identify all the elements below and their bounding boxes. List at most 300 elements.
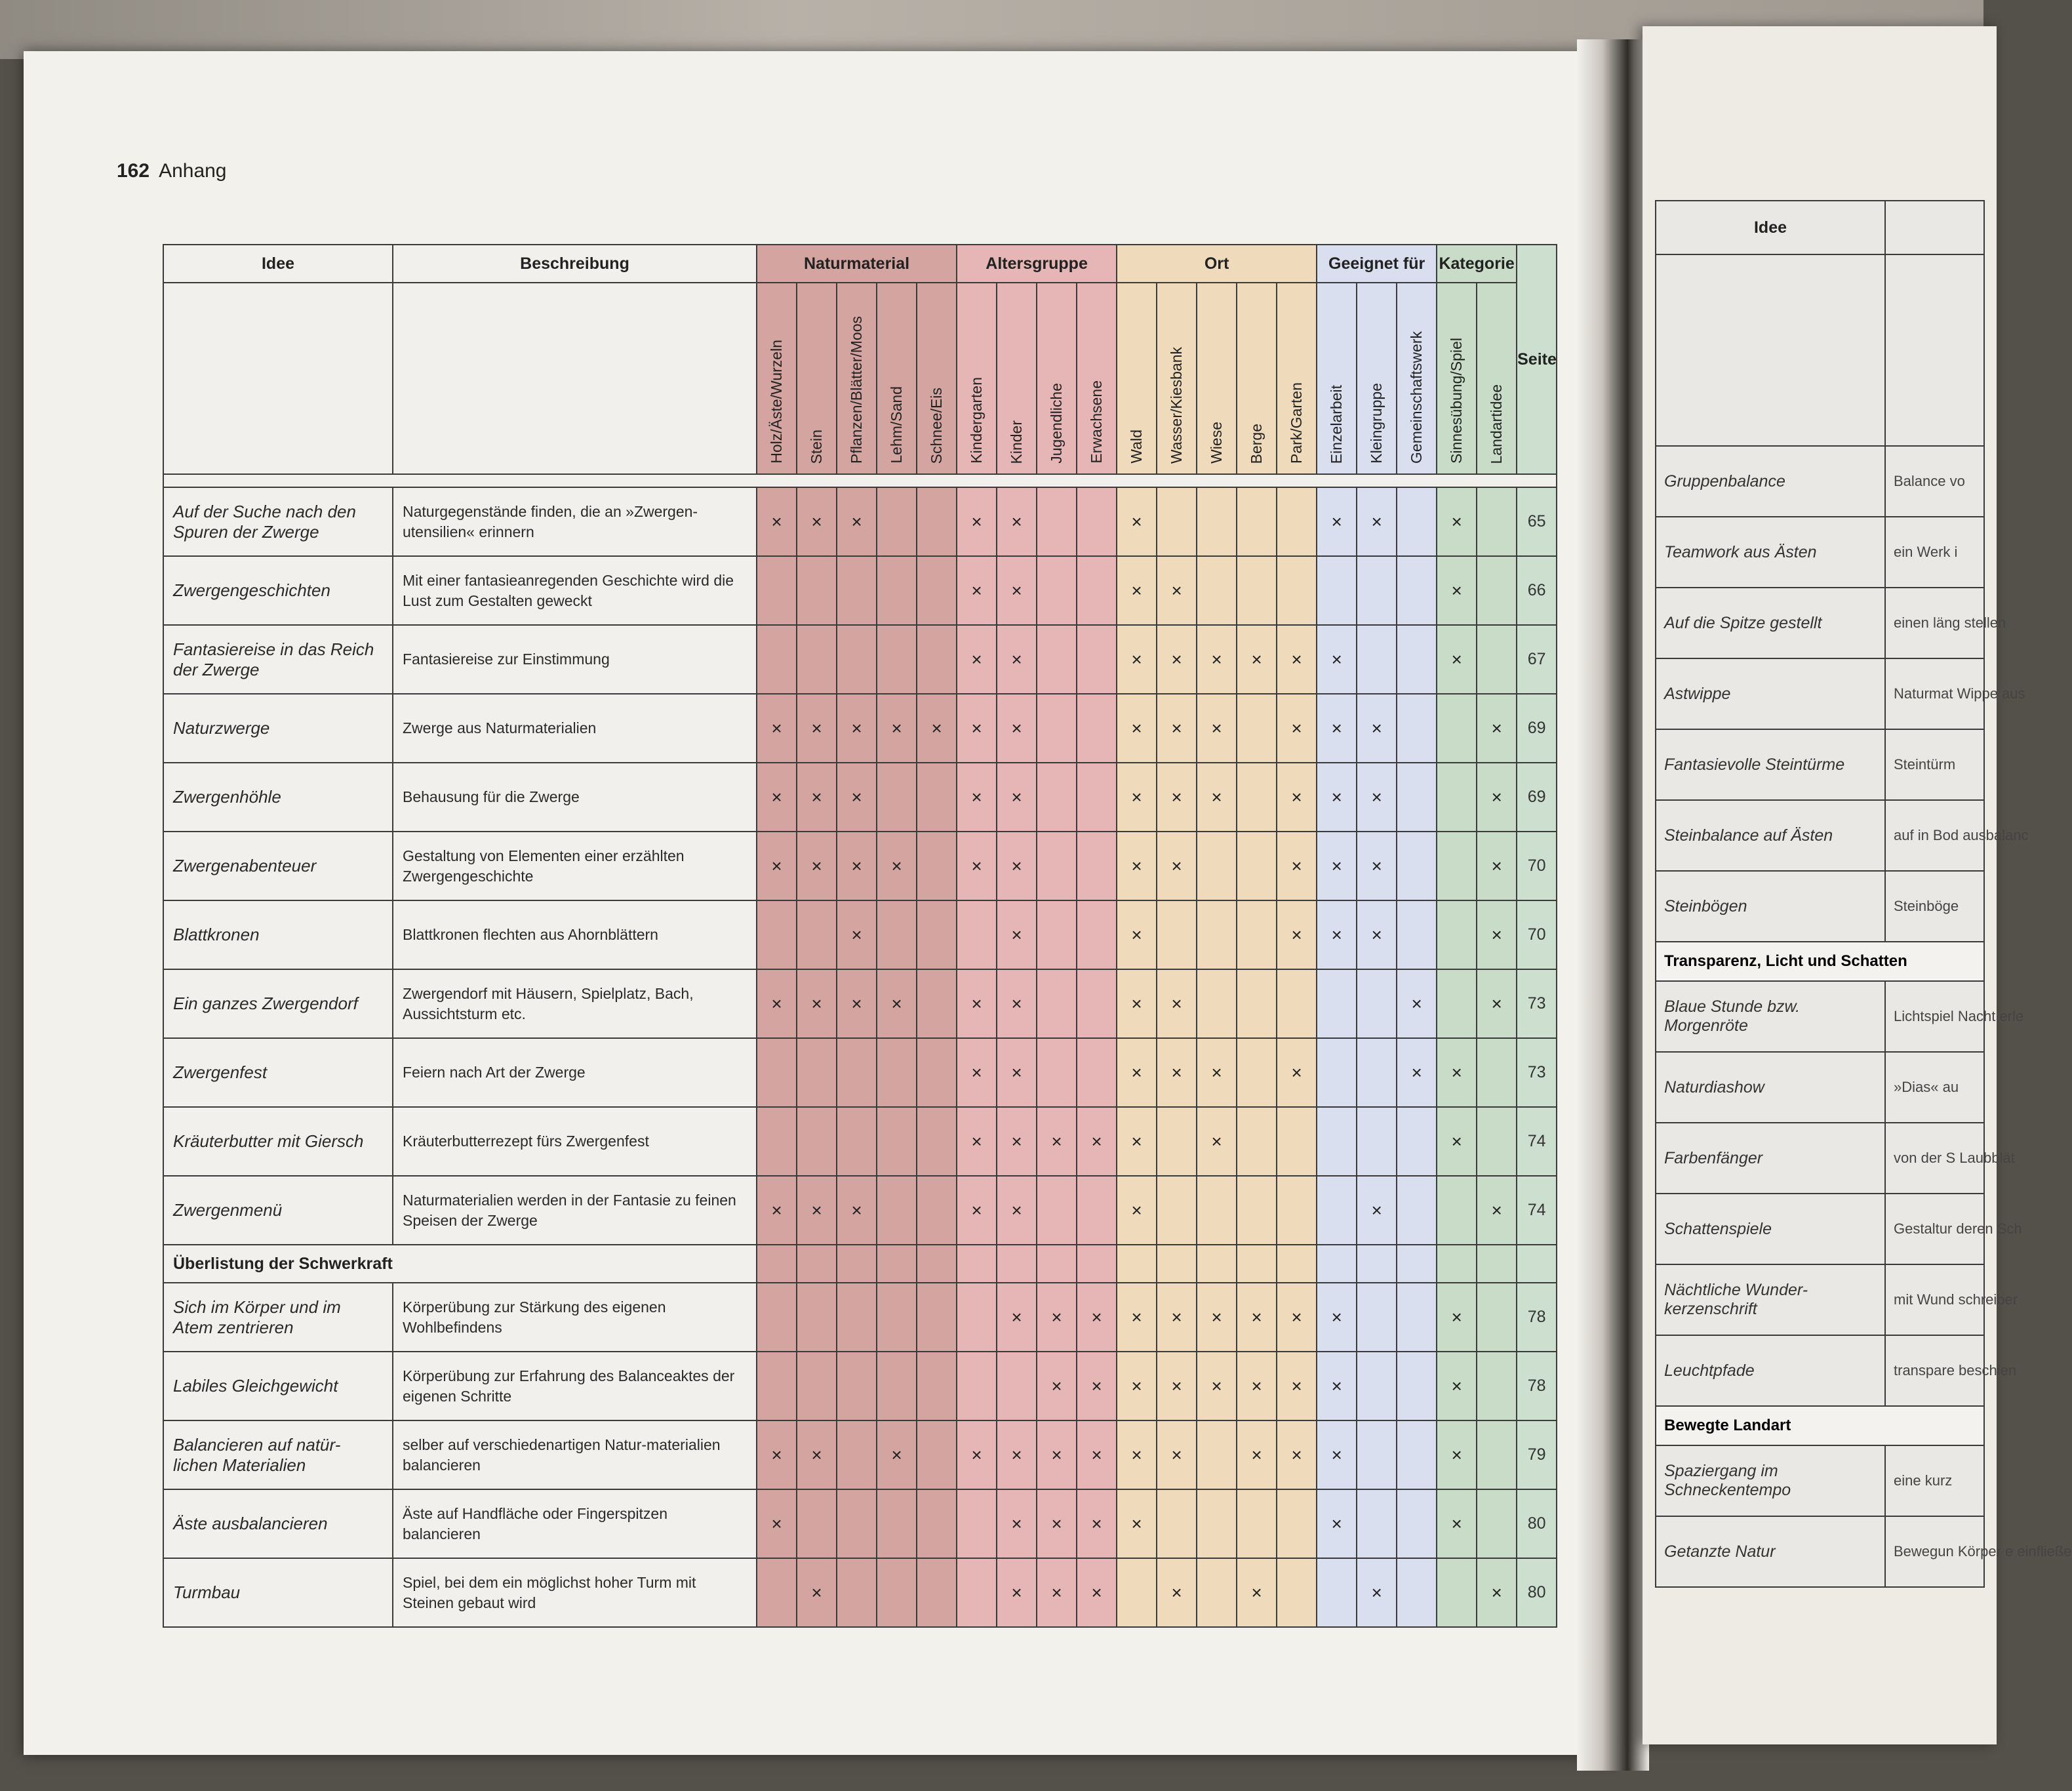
page-ref-cell: 80 xyxy=(1517,1558,1557,1627)
mark-cell: × xyxy=(1157,1352,1197,1420)
mark-cell: × xyxy=(1477,763,1517,832)
column-header xyxy=(1277,283,1317,474)
mark-cell: × xyxy=(1117,1352,1157,1420)
idea-cell: Labiles Gleichgewicht xyxy=(163,1352,393,1420)
mark-cell xyxy=(1437,1176,1477,1245)
section-fill-cell xyxy=(1197,1245,1237,1283)
mark-cell xyxy=(1077,487,1117,556)
mark-cell: × xyxy=(797,1420,837,1489)
mark-cell: × xyxy=(1317,625,1357,694)
mark-cell: × xyxy=(757,694,797,763)
mark-cell: × xyxy=(997,487,1037,556)
mark-cell: × xyxy=(757,832,797,900)
mark-cell xyxy=(1037,900,1077,969)
mark-cell xyxy=(1037,969,1077,1038)
side-table-row xyxy=(1656,1194,1984,1264)
mark-cell xyxy=(917,969,957,1038)
mark-cell xyxy=(1277,1558,1317,1627)
mark-cell: × xyxy=(1157,1420,1197,1489)
column-header-label: Jugendliche xyxy=(1048,383,1066,464)
mark-cell xyxy=(877,625,917,694)
mark-cell xyxy=(1157,1107,1197,1176)
mark-cell xyxy=(837,1558,877,1627)
side-section-heading: Transparenz, Licht und Schatten xyxy=(1656,942,1984,981)
mark-cell xyxy=(877,1107,917,1176)
mark-cell xyxy=(797,1038,837,1107)
section-fill-cell xyxy=(1077,1245,1117,1283)
mark-cell: × xyxy=(997,900,1037,969)
page-ref-cell: 78 xyxy=(1517,1352,1557,1420)
side-idea-cell: Naturdiashow xyxy=(1656,1052,1885,1123)
mark-cell: × xyxy=(1197,625,1237,694)
mark-cell xyxy=(1277,487,1317,556)
mark-cell: × xyxy=(1077,1107,1117,1176)
table-row xyxy=(163,1107,1557,1176)
mark-cell: × xyxy=(957,625,997,694)
description-cell: Äste auf Handfläche oder Fingerspitzen balancieren xyxy=(393,1489,757,1558)
mark-cell xyxy=(797,1489,837,1558)
mark-cell xyxy=(1157,1176,1197,1245)
mark-cell xyxy=(1317,1038,1357,1107)
mark-cell: × xyxy=(837,694,877,763)
mark-cell: × xyxy=(1037,1107,1077,1176)
mark-cell: × xyxy=(1157,1038,1197,1107)
mark-cell xyxy=(1477,1489,1517,1558)
mark-cell: × xyxy=(1477,1558,1517,1627)
mark-cell: × xyxy=(1477,832,1517,900)
mark-cell xyxy=(917,1352,957,1420)
page-number: 162 xyxy=(117,160,150,182)
column-header xyxy=(877,283,917,474)
mark-cell: × xyxy=(1397,969,1437,1038)
mark-cell: × xyxy=(1317,763,1357,832)
description-cell: Gestaltung von Elementen einer erzählten Zwergengeschichte xyxy=(393,832,757,900)
column-header xyxy=(1437,283,1477,474)
column-header xyxy=(1237,283,1277,474)
side-idea-cell: Farbenfänger xyxy=(1656,1123,1885,1194)
section-fill-cell xyxy=(1317,1245,1357,1283)
side-description-cell: eine kurz xyxy=(1885,1445,1984,1516)
mark-cell: × xyxy=(997,1558,1037,1627)
mark-cell: × xyxy=(1157,969,1197,1038)
page-ref-cell: 73 xyxy=(1517,969,1557,1038)
description-cell: Spiel, bei dem ein möglichst hoher Turm mit Steinen gebaut wird xyxy=(393,1558,757,1627)
section-fill-cell xyxy=(1277,1245,1317,1283)
mark-cell xyxy=(1237,763,1277,832)
side-idea-cell: Schattenspiele xyxy=(1656,1194,1885,1264)
mark-cell: × xyxy=(1077,1489,1117,1558)
side-description-cell: Steintürm xyxy=(1885,729,1984,800)
mark-cell: × xyxy=(1237,1352,1277,1420)
mark-cell: × xyxy=(1437,487,1477,556)
mark-cell xyxy=(1437,1558,1477,1627)
column-header-label: Kinder xyxy=(1008,420,1026,464)
mark-cell xyxy=(837,1107,877,1176)
mark-cell: × xyxy=(1437,556,1477,625)
column-header-label: Berge xyxy=(1248,423,1265,464)
mark-cell: × xyxy=(1437,1107,1477,1176)
mark-cell: × xyxy=(1197,1352,1237,1420)
mark-cell xyxy=(1077,694,1117,763)
mark-cell: × xyxy=(797,1176,837,1245)
description-cell: Körperübung zur Stärkung des eigenen Wohlbefindens xyxy=(393,1283,757,1352)
mark-cell xyxy=(1357,969,1397,1038)
side-table-row xyxy=(1656,1052,1984,1123)
mark-cell: × xyxy=(1157,625,1197,694)
mark-cell xyxy=(797,1352,837,1420)
side-description-cell: Steinböge xyxy=(1885,871,1984,942)
mark-cell xyxy=(1237,1038,1277,1107)
side-table-row xyxy=(1656,981,1984,1052)
mark-cell xyxy=(877,900,917,969)
mark-cell: × xyxy=(1117,1107,1157,1176)
column-header-label: Landartidee xyxy=(1488,384,1505,464)
column-header xyxy=(1117,283,1157,474)
column-header-label: Holz/Äste/Wurzeln xyxy=(768,340,785,464)
side-table-row xyxy=(1656,658,1984,729)
mark-cell: × xyxy=(1037,1283,1077,1352)
mark-cell xyxy=(1437,969,1477,1038)
description-cell: Kräuterbutterrezept fürs Zwergenfest xyxy=(393,1107,757,1176)
mark-cell xyxy=(1077,625,1117,694)
mark-cell: × xyxy=(837,763,877,832)
mark-cell xyxy=(1397,1489,1437,1558)
section-fill-cell xyxy=(1397,1245,1437,1283)
mark-cell xyxy=(757,1107,797,1176)
mark-cell xyxy=(917,900,957,969)
column-header-label: Sinnesübung/Spiel xyxy=(1448,338,1465,464)
next-page-table xyxy=(1655,200,2072,1588)
mark-cell: × xyxy=(797,487,837,556)
column-header xyxy=(1037,283,1077,474)
mark-cell xyxy=(877,556,917,625)
table-row xyxy=(163,1176,1557,1245)
column-header xyxy=(917,283,957,474)
idea-cell: Blattkronen xyxy=(163,900,393,969)
mark-cell xyxy=(1037,832,1077,900)
mark-cell: × xyxy=(957,556,997,625)
mark-cell xyxy=(757,900,797,969)
mark-cell xyxy=(1037,556,1077,625)
mark-cell xyxy=(917,625,957,694)
mark-cell: × xyxy=(1277,1352,1317,1420)
mark-cell: × xyxy=(1277,625,1317,694)
mark-cell xyxy=(1197,487,1237,556)
mark-cell xyxy=(1477,556,1517,625)
mark-cell xyxy=(1077,763,1117,832)
mark-cell xyxy=(1397,1420,1437,1489)
mark-cell xyxy=(957,1352,997,1420)
page-ref-cell: 74 xyxy=(1517,1176,1557,1245)
mark-cell: × xyxy=(1117,832,1157,900)
table-row xyxy=(163,625,1557,694)
mark-cell xyxy=(757,1283,797,1352)
mark-cell xyxy=(1197,1489,1237,1558)
mark-cell xyxy=(837,1420,877,1489)
mark-cell xyxy=(1397,1176,1437,1245)
side-idea-cell: Astwippe xyxy=(1656,658,1885,729)
side-description-cell: Gestaltur deren Sch xyxy=(1885,1194,1984,1264)
mark-cell xyxy=(1477,1283,1517,1352)
idea-cell: Auf der Suche nach den Spuren der Zwerge xyxy=(163,487,393,556)
mark-cell: × xyxy=(1117,487,1157,556)
mark-cell xyxy=(1037,625,1077,694)
blank-header-cell xyxy=(393,283,757,474)
mark-cell: × xyxy=(1237,625,1277,694)
section-fill-cell xyxy=(797,1245,837,1283)
section-fill-cell xyxy=(1037,1245,1077,1283)
mark-cell xyxy=(1477,487,1517,556)
mark-cell: × xyxy=(757,1489,797,1558)
mark-cell: × xyxy=(997,1107,1037,1176)
mark-cell: × xyxy=(1357,694,1397,763)
side-description-cell: »Dias« au xyxy=(1885,1052,1984,1123)
side-table-row xyxy=(1656,446,1984,517)
mark-cell: × xyxy=(1117,1489,1157,1558)
mark-cell: × xyxy=(1077,1352,1117,1420)
side-idea-cell: Fantasievolle Steintürme xyxy=(1656,729,1885,800)
column-header-label: Stein xyxy=(808,429,825,464)
idea-cell: Zwergengeschichten xyxy=(163,556,393,625)
side-table-row xyxy=(1656,1123,1984,1194)
mark-cell: × xyxy=(1317,900,1357,969)
mark-cell xyxy=(1397,556,1437,625)
mark-cell xyxy=(1397,625,1437,694)
mark-cell: × xyxy=(1317,1352,1357,1420)
mark-cell: × xyxy=(757,969,797,1038)
mark-cell xyxy=(1277,1176,1317,1245)
mark-cell xyxy=(917,487,957,556)
mark-cell: × xyxy=(1277,900,1317,969)
side-idea-cell: Getanzte Natur xyxy=(1656,1516,1885,1587)
mark-cell xyxy=(797,900,837,969)
column-header xyxy=(1397,283,1437,474)
side-description-cell: ein Werk i xyxy=(1885,517,1984,588)
mark-cell: × xyxy=(1037,1352,1077,1420)
mark-cell xyxy=(1397,1352,1437,1420)
mark-cell xyxy=(757,1038,797,1107)
section-fill-cell xyxy=(837,1245,877,1283)
mark-cell: × xyxy=(1277,694,1317,763)
column-header xyxy=(957,283,997,474)
mark-cell: × xyxy=(957,832,997,900)
mark-cell: × xyxy=(1277,832,1317,900)
side-description-cell: Naturmat Wippe aus xyxy=(1885,658,1984,729)
side-blank-cell xyxy=(1656,254,1885,446)
mark-cell: × xyxy=(1437,1420,1477,1489)
table-row xyxy=(163,556,1557,625)
mark-cell xyxy=(757,556,797,625)
side-idea-cell: Nächtliche Wunder-kerzenschrift xyxy=(1656,1264,1885,1335)
mark-cell xyxy=(1437,832,1477,900)
column-header xyxy=(1317,283,1357,474)
mark-cell: × xyxy=(997,694,1037,763)
mark-cell xyxy=(1277,969,1317,1038)
column-header xyxy=(1197,283,1237,474)
mark-cell: × xyxy=(1277,1283,1317,1352)
mark-cell xyxy=(1397,694,1437,763)
mark-cell: × xyxy=(997,1176,1037,1245)
column-header-label: Kindergarten xyxy=(968,377,986,464)
mark-cell xyxy=(917,1038,957,1107)
mark-cell xyxy=(1117,1558,1157,1627)
idea-cell: Zwergenfest xyxy=(163,1038,393,1107)
group-header: Altersgruppe xyxy=(957,245,1117,283)
side-table-row xyxy=(1656,729,1984,800)
mark-cell: × xyxy=(1357,832,1397,900)
idea-cell: Sich im Körper und im Atem zentrieren xyxy=(163,1283,393,1352)
section-fill-cell xyxy=(1477,1245,1517,1283)
mark-cell xyxy=(1357,625,1397,694)
mark-cell: × xyxy=(1197,1107,1237,1176)
mark-cell: × xyxy=(1437,1038,1477,1107)
mark-cell: × xyxy=(1037,1489,1077,1558)
beschreibung-header: Beschreibung xyxy=(393,245,757,283)
mark-cell xyxy=(757,1558,797,1627)
mark-cell xyxy=(917,1107,957,1176)
mark-cell xyxy=(1077,969,1117,1038)
mark-cell: × xyxy=(957,969,997,1038)
mark-cell xyxy=(1357,1283,1397,1352)
side-description-cell: von der S Laubblät xyxy=(1885,1123,1984,1194)
table-row xyxy=(163,969,1557,1038)
mark-cell xyxy=(957,1489,997,1558)
mark-cell xyxy=(1237,969,1277,1038)
mark-cell: × xyxy=(837,1176,877,1245)
mark-cell: × xyxy=(1157,556,1197,625)
mark-cell xyxy=(1197,556,1237,625)
mark-cell xyxy=(1357,1038,1397,1107)
mark-cell: × xyxy=(1157,694,1197,763)
mark-cell xyxy=(1277,1489,1317,1558)
mark-cell: × xyxy=(1037,1558,1077,1627)
mark-cell xyxy=(877,1176,917,1245)
section-fill-cell xyxy=(1517,1245,1557,1283)
side-idea-cell: Spaziergang im Schneckentempo xyxy=(1656,1445,1885,1516)
mark-cell xyxy=(877,1283,917,1352)
mark-cell xyxy=(1277,556,1317,625)
idea-cell: Zwergenmenü xyxy=(163,1176,393,1245)
mark-cell xyxy=(1237,1107,1277,1176)
mark-cell xyxy=(1037,763,1077,832)
page-ref-cell: 67 xyxy=(1517,625,1557,694)
mark-cell xyxy=(917,1283,957,1352)
mark-cell xyxy=(797,556,837,625)
mark-cell xyxy=(1157,1489,1197,1558)
mark-cell: × xyxy=(997,1489,1037,1558)
mark-cell xyxy=(757,1352,797,1420)
mark-cell: × xyxy=(877,969,917,1038)
description-cell: Zwergendorf mit Häusern, Spielplatz, Bach, Aussichtsturm etc. xyxy=(393,969,757,1038)
section-fill-cell xyxy=(1437,1245,1477,1283)
mark-cell xyxy=(1077,1176,1117,1245)
section-fill-cell xyxy=(757,1245,797,1283)
book-gutter xyxy=(1577,39,1649,1771)
side-idea-cell: Steinbögen xyxy=(1656,871,1885,942)
side-description-cell: einen läng stellen xyxy=(1885,588,1984,658)
group-header: Seite xyxy=(1517,245,1557,474)
mark-cell xyxy=(1157,487,1197,556)
mark-cell xyxy=(1077,1038,1117,1107)
mark-cell: × xyxy=(1117,1420,1157,1489)
section-heading: Überlistung der Schwerkraft xyxy=(163,1245,757,1283)
description-cell: Fantasiereise zur Einstimmung xyxy=(393,625,757,694)
table-row xyxy=(163,900,1557,969)
mark-cell: × xyxy=(1117,556,1157,625)
mark-cell xyxy=(1077,556,1117,625)
mark-cell: × xyxy=(1197,763,1237,832)
mark-cell xyxy=(837,625,877,694)
mark-cell: × xyxy=(1197,694,1237,763)
page-ref-cell: 74 xyxy=(1517,1107,1557,1176)
blank-header-cell xyxy=(163,283,393,474)
idea-cell: Ein ganzes Zwergendorf xyxy=(163,969,393,1038)
mark-cell: × xyxy=(997,969,1037,1038)
mark-cell xyxy=(1317,1558,1357,1627)
section-fill-cell xyxy=(957,1245,997,1283)
side-table-row xyxy=(1656,1335,1984,1406)
page-ref-cell: 65 xyxy=(1517,487,1557,556)
mark-cell: × xyxy=(1117,1176,1157,1245)
column-header xyxy=(757,283,797,474)
side-description-cell: auf in Bod ausbalanc xyxy=(1885,800,1984,871)
side-table-row xyxy=(1656,871,1984,942)
mark-cell xyxy=(1037,1176,1077,1245)
side-table-row xyxy=(1656,1445,1984,1516)
page-ref-cell: 78 xyxy=(1517,1283,1557,1352)
mark-cell xyxy=(1077,832,1117,900)
mark-cell xyxy=(957,900,997,969)
mark-cell: × xyxy=(1277,763,1317,832)
description-cell: Naturgegenstände finden, die an »Zwergen-utensilien« erinnern xyxy=(393,487,757,556)
mark-cell: × xyxy=(1157,763,1197,832)
description-cell: Zwerge aus Naturmaterialien xyxy=(393,694,757,763)
mark-cell: × xyxy=(957,763,997,832)
side-header-cell xyxy=(1885,201,1984,254)
mark-cell xyxy=(877,763,917,832)
mark-cell: × xyxy=(1117,900,1157,969)
mark-cell xyxy=(1237,900,1277,969)
mark-cell xyxy=(1357,1489,1397,1558)
mark-cell xyxy=(1397,487,1437,556)
side-idea-cell: Auf die Spitze gestellt xyxy=(1656,588,1885,658)
mark-cell: × xyxy=(1317,1283,1357,1352)
mark-cell xyxy=(757,625,797,694)
mark-cell: × xyxy=(797,832,837,900)
side-description-cell: transpare beschien xyxy=(1885,1335,1984,1406)
mark-cell xyxy=(1477,1038,1517,1107)
description-cell: selber auf verschiedenartigen Natur-materialien balancieren xyxy=(393,1420,757,1489)
mark-cell: × xyxy=(1437,1352,1477,1420)
mark-cell xyxy=(1237,694,1277,763)
side-idea-cell: Steinbalance auf Ästen xyxy=(1656,800,1885,871)
mark-cell: × xyxy=(877,1420,917,1489)
column-header-label: Wald xyxy=(1128,430,1146,464)
column-header xyxy=(1477,283,1517,474)
mark-cell xyxy=(1397,900,1437,969)
mark-cell xyxy=(1437,694,1477,763)
mark-cell: × xyxy=(1477,969,1517,1038)
section-fill-cell xyxy=(877,1245,917,1283)
description-cell: Feiern nach Art der Zwerge xyxy=(393,1038,757,1107)
mark-cell: × xyxy=(957,694,997,763)
mark-cell xyxy=(1237,1489,1277,1558)
mark-cell xyxy=(837,556,877,625)
side-table-row xyxy=(1656,588,1984,658)
mark-cell xyxy=(1397,1107,1437,1176)
side-section-heading: Bewegte Landart xyxy=(1656,1406,1984,1445)
mark-cell: × xyxy=(1357,763,1397,832)
